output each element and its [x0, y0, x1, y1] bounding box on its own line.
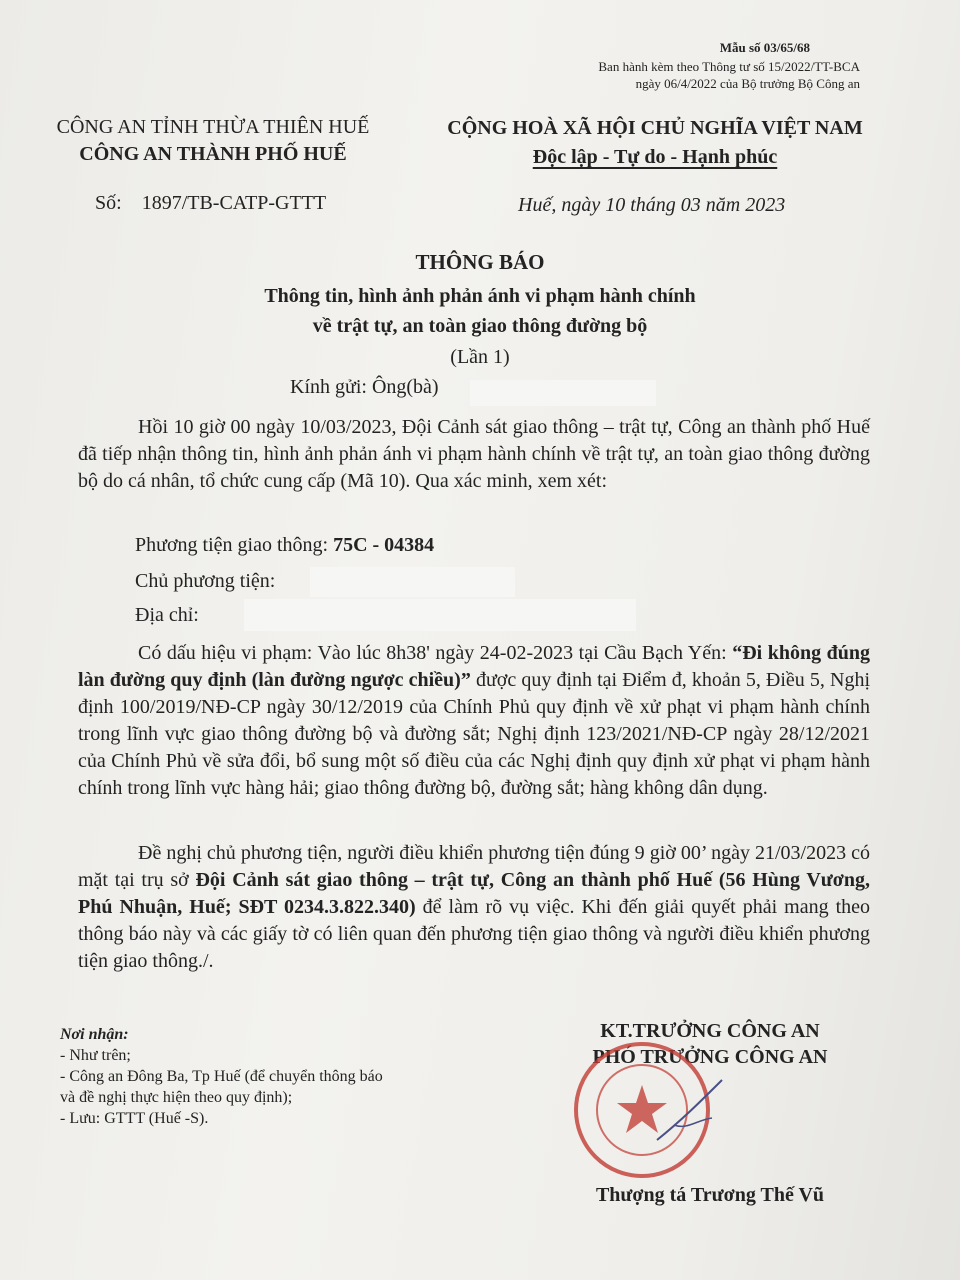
recipient-item: - Công an Đông Ba, Tp Huế (để chuyển thông báo	[60, 1068, 383, 1085]
document-title: THÔNG BÁO	[415, 250, 545, 274]
recipient-item: và đề nghị thực hiện theo quy định);	[60, 1089, 293, 1106]
notice-round: (Lần 1)	[450, 346, 510, 368]
recipient-item: - Như trên;	[60, 1047, 131, 1064]
signer-name: Thượng tá Trương Thế Vũ	[595, 1184, 825, 1206]
document-number: Số: 1897/TB-CATP-GTTT	[95, 192, 327, 214]
country-name: CỘNG HOÀ XÃ HỘI CHỦ NGHĨA VIỆT NAM	[447, 117, 863, 139]
signer-title: KT.TRƯỞNG CÔNG AN	[600, 1020, 820, 1042]
redacted-recipient-name	[470, 380, 656, 406]
owner-field: Chủ phương tiện:	[135, 570, 276, 592]
intro-paragraph: Hồi 10 giờ 00 ngày 10/03/2023, Đội Cảnh sát giao thông – trật tự, Công an thành phố Huế đã tiếp nhận thông tin, hình ảnh phản ánh vi phạm hành chính về trật tự, an toàn giao thông đường bộ do cá nhân, tổ chức cung cấp (Mã 10). Qua xác minh, xem xét:	[78, 416, 870, 492]
official-seal-stamp	[562, 1040, 732, 1180]
issuing-agency	[38, 114, 388, 168]
recipients-list	[60, 1024, 383, 1129]
national-motto: Độc lập - Tự do - Hạnh phúc	[532, 146, 778, 168]
redacted-owner	[310, 567, 515, 597]
form-note: Ban hành kèm theo Thông tư số 15/2022/TT-BCA ngày 06/4/2022 của Bộ trưởng Bộ Công an	[598, 59, 860, 91]
national-header	[420, 114, 890, 172]
redacted-address	[244, 599, 636, 631]
request-paragraph: Đề nghị chủ phương tiện, người điều khiển phương tiện đúng 9 giờ 00’ ngày 21/03/2023 có mặt tại trụ sở Đội Cảnh sát giao thông – trật tự, Công an thành phố Huế (56 Hùng Vương, Phú Nhuận, Huế; SĐT 0234.3.822.340) để làm rõ vụ việc. Khi đến giải quyết phải mang theo thông báo này và các giấy tờ có liên quan đến phương tiện giao thông và người điều khiển phương tiện giao thông./.	[78, 842, 871, 972]
place-date: Huế, ngày 10 tháng 03 năm 2023	[518, 194, 786, 216]
recipient-line: Kính gửi: Ông(bà)	[290, 376, 439, 398]
agency-name: CÔNG AN THÀNH PHỐ HUẾ	[79, 143, 347, 165]
parent-agency: CÔNG AN TỈNH THỪA THIÊN HUẾ	[56, 116, 370, 138]
vehicle-field: Phương tiện giao thông: 75C - 04384	[135, 534, 435, 556]
violation-paragraph: Có dấu hiệu vi phạm: Vào lúc 8h38' ngày 24-02-2023 tại Cầu Bạch Yến: “Đi không đúng làn đường quy định (làn đường ngược chiều)” được quy định tại Điểm đ, khoản 5, Điều 5, Nghị định 100/2019/NĐ-CP ngày 30/12/2019 của Chính Phủ quy định về xử phạt vi phạm hành chính trong lĩnh vực giao thông đường bộ và đường sắt; Nghị định 123/2021/NĐ-CP ngày 28/12/2021 của Chính Phủ về sửa đổi, bổ sung một số điều của các Nghị định quy định xử phạt vi phạm hành chính trong lĩnh vực hàng hải; giao thông đường bộ, đường sắt; hàng không dân dụng.	[78, 642, 870, 799]
address-field: Địa chỉ:	[135, 604, 199, 626]
document-subtitle: Thông tin, hình ảnh phản ánh vi phạm hành chính về trật tự, an toàn giao thông đường bộ	[264, 285, 696, 337]
recipient-item: - Lưu: GTTT (Huế -S).	[60, 1110, 209, 1127]
recipients-heading: Nơi nhận:	[60, 1026, 129, 1043]
form-number: Mẫu số 03/65/68	[719, 40, 810, 55]
signer-deputy-title: PHÓ TRƯỞNG CÔNG AN	[592, 1046, 828, 1068]
